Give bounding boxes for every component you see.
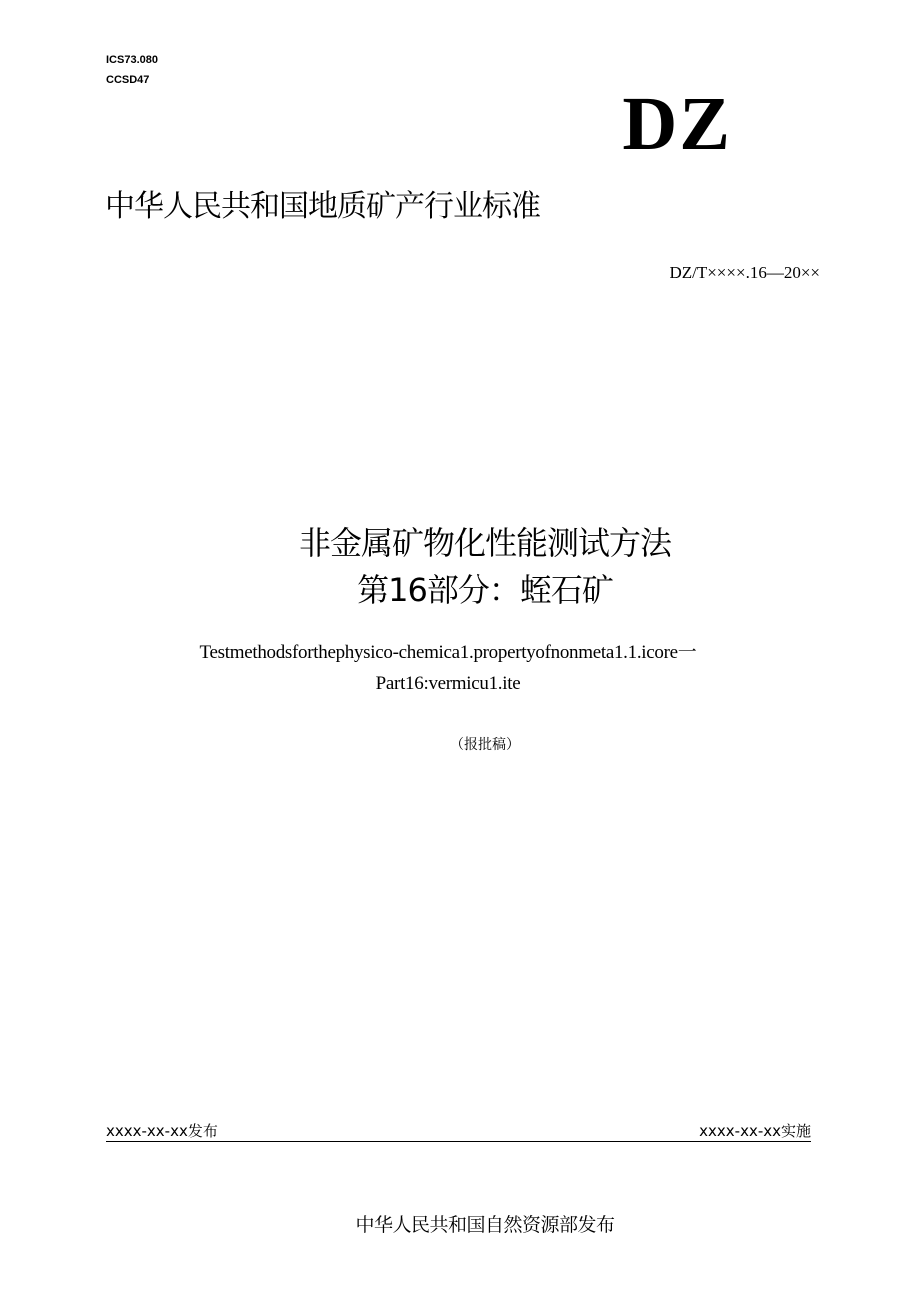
ccs-code: CCSD47 — [106, 74, 150, 86]
issue-date: xxxx-xx-xx发布 — [106, 1122, 218, 1140]
date-divider — [106, 1141, 811, 1142]
document-title-line-2: 第16部分：蛭石矿 — [357, 571, 613, 609]
draft-status: （报批稿） — [450, 737, 520, 753]
document-title-line-1: 非金属矿物化性能测试方法 — [298, 524, 671, 562]
english-title-line-2: Part16:vermicu1.ite — [375, 673, 521, 694]
english-title-line-1: Testmethodsforthephysico-chemica1.propertyofnonmeta1.1.icore一 — [199, 642, 697, 663]
standard-code: DZ/T××××.16—20×× — [669, 263, 820, 282]
ics-code: ICS73.080 — [106, 54, 158, 66]
implementation-date: xxxx-xx-xx实施 — [699, 1122, 811, 1140]
dz-logo: DZ — [622, 82, 732, 166]
publisher: 中华人民共和国自然资源部发布 — [355, 1214, 615, 1236]
standard-name: 中华人民共和国地质矿产行业标准 — [105, 189, 540, 224]
